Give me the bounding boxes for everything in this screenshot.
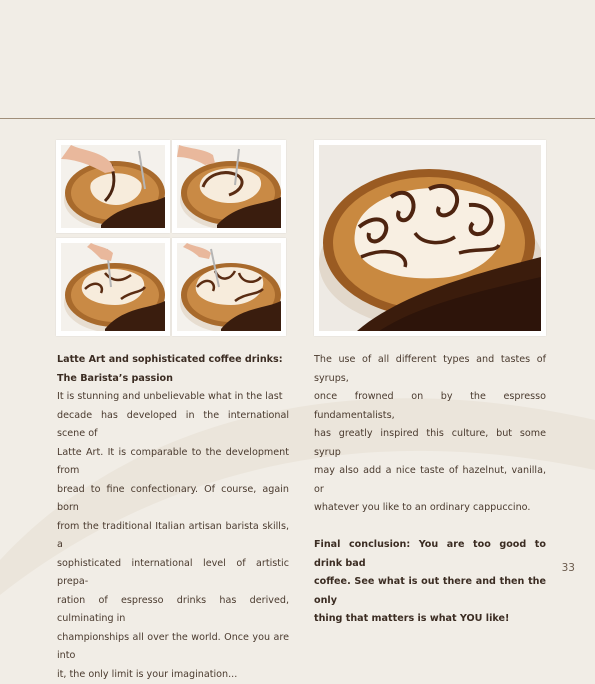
latte-art-step-2-photo [172, 140, 286, 233]
conclusion-line: coffee. See what is out there and then the only [314, 573, 546, 610]
body-line: it, the only limit is your imagination... [57, 666, 289, 684]
latte-art-step-1-image [61, 145, 165, 228]
body-line: ration of espresso drinks has derived, culminating in [57, 592, 289, 629]
body-line: Latte Art. It is comparable to the development from [57, 444, 289, 481]
latte-art-step-4-image [177, 243, 281, 331]
paragraph-spacer [314, 518, 546, 537]
body-line: sophisticated international level of artistic prepa- [57, 555, 289, 592]
body-line: has greatly inspired this culture, but some syrup [314, 425, 546, 462]
latte-art-step-4-photo [172, 238, 286, 336]
latte-art-step-2-image [177, 145, 281, 228]
body-line: The use of all different types and tastes of syrups, [314, 351, 546, 388]
body-line: once frowned on by the espresso fundamentalists, [314, 388, 546, 425]
body-line: It is stunning and unbelievable what in the last [57, 388, 289, 407]
left-text-column [57, 351, 289, 684]
body-line: from the traditional Italian artisan barista skills, a [57, 518, 289, 555]
finished-latte-art-photo [314, 140, 546, 336]
header-rule [0, 118, 595, 119]
body-line: championships all over the world. Once you are into [57, 629, 289, 666]
conclusion-line: Final conclusion: You are too good to drink bad [314, 536, 546, 573]
latte-art-step-3-image [61, 243, 165, 331]
latte-art-step-1-photo [56, 140, 170, 233]
conclusion-line: thing that matters is what YOU like! [314, 610, 546, 629]
finished-latte-art-cup-image [319, 145, 541, 331]
body-line: decade has developed in the international scene of [57, 407, 289, 444]
right-text-column [314, 351, 546, 629]
body-line: whatever you like to an ordinary cappuccino. [314, 499, 546, 518]
article-heading-line-2: The Barista’s passion [57, 370, 289, 389]
body-line: may also add a nice taste of hazelnut, vanilla, or [314, 462, 546, 499]
page-number: 33 [562, 562, 575, 574]
article-heading-line-1: Latte Art and sophisticated coffee drinks: [57, 351, 289, 370]
body-line: bread to fine confectionary. Of course, again born [57, 481, 289, 518]
latte-art-step-3-photo [56, 238, 170, 336]
